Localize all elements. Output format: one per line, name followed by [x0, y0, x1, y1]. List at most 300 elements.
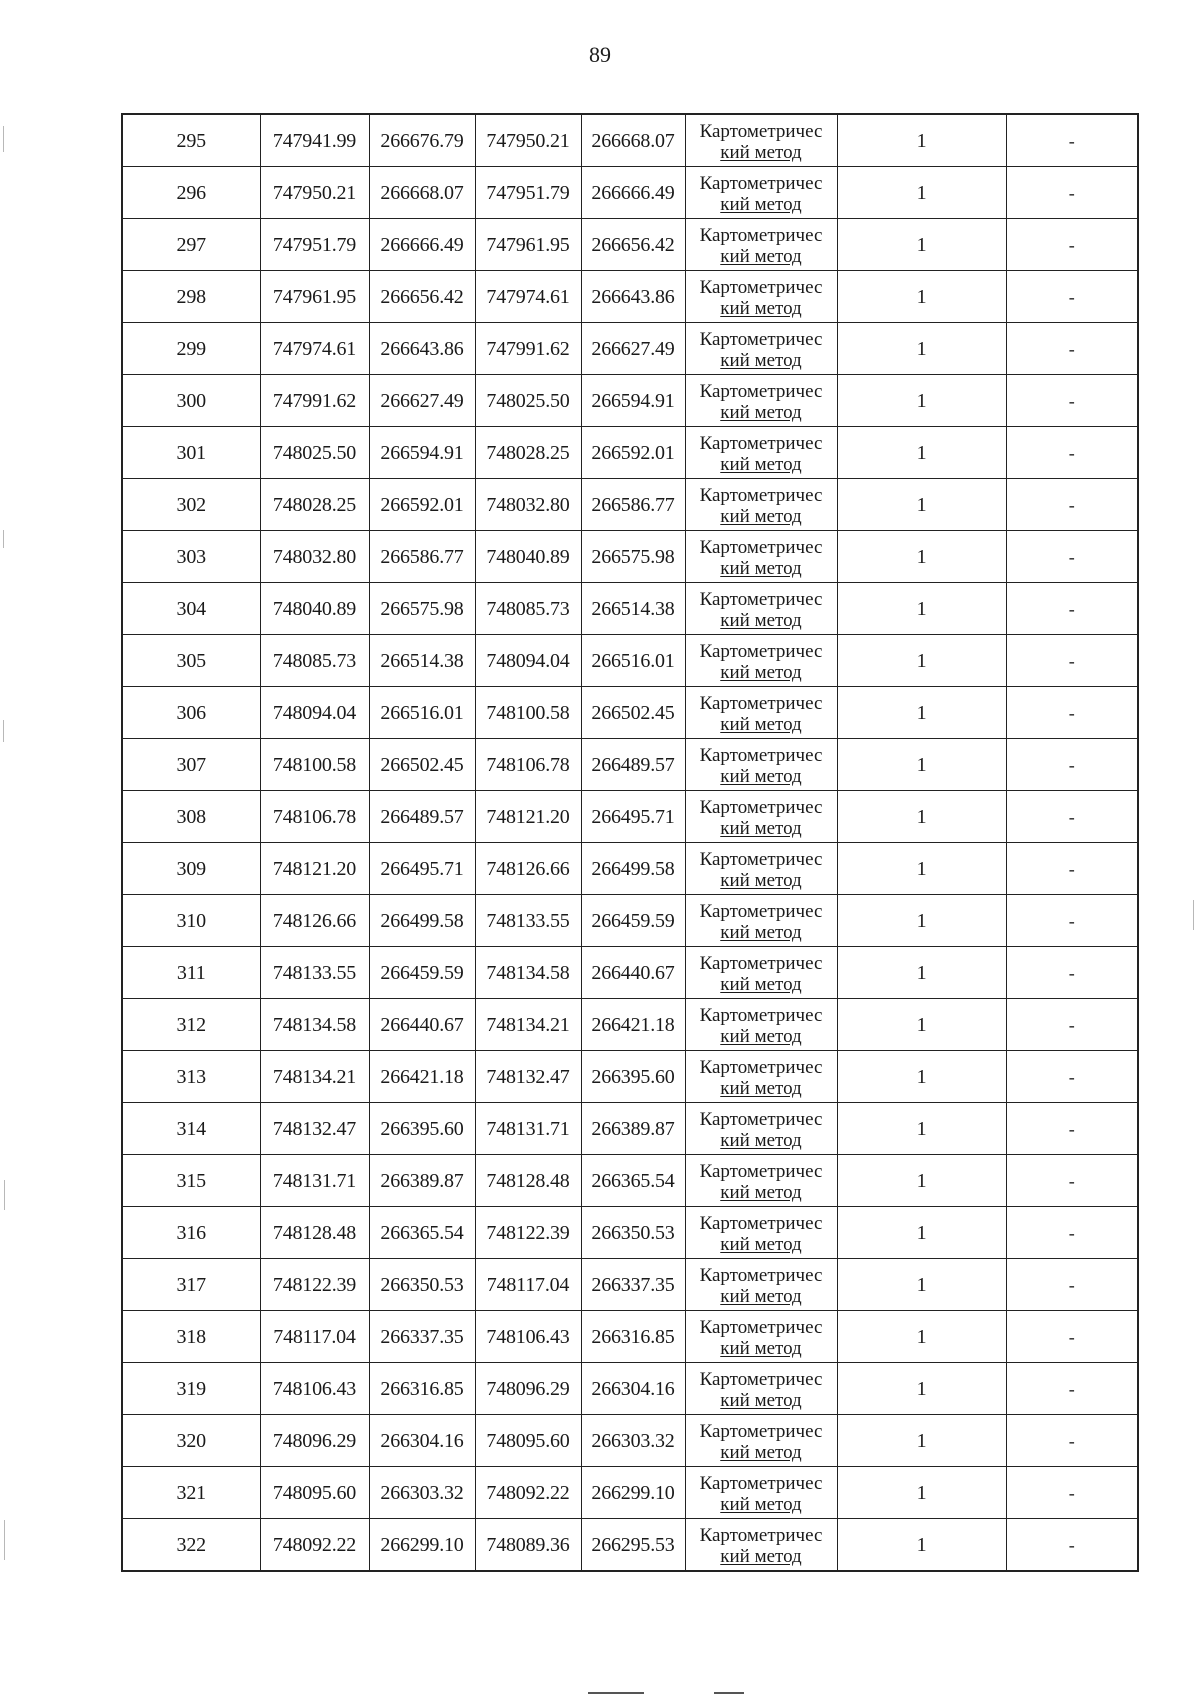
method-line-2: кий метод	[720, 1233, 802, 1255]
method-line-2: кий метод	[720, 1129, 802, 1151]
table-row	[122, 1311, 1138, 1363]
y-end-cell: 266656.42	[581, 219, 685, 271]
method-cell	[685, 271, 837, 323]
accuracy-cell: 1	[837, 895, 1006, 947]
note-cell: -	[1006, 1415, 1138, 1467]
method-cell	[685, 947, 837, 999]
point-number-cell: 305	[122, 635, 260, 687]
x-start-cell: 747951.79	[260, 219, 369, 271]
accuracy-cell: 1	[837, 323, 1006, 375]
point-number-cell: 300	[122, 375, 260, 427]
method-cell	[685, 1207, 837, 1259]
note-cell: -	[1006, 739, 1138, 791]
y-start-cell: 266440.67	[369, 999, 475, 1051]
x-end-cell: 748134.21	[475, 999, 581, 1051]
y-end-cell: 266586.77	[581, 479, 685, 531]
y-end-cell: 266440.67	[581, 947, 685, 999]
y-end-cell: 266337.35	[581, 1259, 685, 1311]
method-line-1: Картометричес	[699, 744, 823, 766]
x-end-cell: 748096.29	[475, 1363, 581, 1415]
y-start-cell: 266575.98	[369, 583, 475, 635]
x-start-cell: 748122.39	[260, 1259, 369, 1311]
method-line-1: Картометричес	[699, 692, 823, 714]
accuracy-cell: 1	[837, 1363, 1006, 1415]
method-line-1: Картометричес	[699, 1368, 823, 1390]
method-line-2: кий метод	[720, 1545, 802, 1567]
x-end-cell: 748100.58	[475, 687, 581, 739]
point-number-cell: 315	[122, 1155, 260, 1207]
table-row	[122, 739, 1138, 791]
x-start-cell: 748131.71	[260, 1155, 369, 1207]
table-row	[122, 947, 1138, 999]
method-line-2: кий метод	[720, 1493, 802, 1515]
accuracy-cell: 1	[837, 479, 1006, 531]
point-number-cell: 309	[122, 843, 260, 895]
y-end-cell: 266459.59	[581, 895, 685, 947]
method-cell	[685, 687, 837, 739]
table-row	[122, 1051, 1138, 1103]
y-end-cell: 266489.57	[581, 739, 685, 791]
method-cell	[685, 167, 837, 219]
method-line-2: кий метод	[720, 1441, 802, 1463]
method-line-1: Картометричес	[699, 900, 823, 922]
note-cell: -	[1006, 635, 1138, 687]
table-row	[122, 1363, 1138, 1415]
point-number-cell: 314	[122, 1103, 260, 1155]
method-line-1: Картометричес	[699, 588, 823, 610]
scan-artifact	[714, 1692, 744, 1694]
accuracy-cell: 1	[837, 1519, 1006, 1572]
note-cell: -	[1006, 791, 1138, 843]
method-cell	[685, 1415, 837, 1467]
x-end-cell: 748106.78	[475, 739, 581, 791]
accuracy-cell: 1	[837, 1311, 1006, 1363]
note-cell: -	[1006, 1519, 1138, 1572]
x-end-cell: 748025.50	[475, 375, 581, 427]
method-cell	[685, 1155, 837, 1207]
point-number-cell: 322	[122, 1519, 260, 1572]
point-number-cell: 318	[122, 1311, 260, 1363]
y-end-cell: 266666.49	[581, 167, 685, 219]
y-end-cell: 266303.32	[581, 1415, 685, 1467]
method-line-2: кий метод	[720, 401, 802, 423]
x-start-cell: 748133.55	[260, 947, 369, 999]
point-number-cell: 308	[122, 791, 260, 843]
method-line-2: кий метод	[720, 661, 802, 683]
x-start-cell: 747961.95	[260, 271, 369, 323]
x-end-cell: 748128.48	[475, 1155, 581, 1207]
y-end-cell: 266389.87	[581, 1103, 685, 1155]
accuracy-cell: 1	[837, 1259, 1006, 1311]
accuracy-cell: 1	[837, 843, 1006, 895]
accuracy-cell: 1	[837, 635, 1006, 687]
method-line-1: Картометричес	[699, 1212, 823, 1234]
x-start-cell: 748096.29	[260, 1415, 369, 1467]
table-row	[122, 271, 1138, 323]
point-number-cell: 320	[122, 1415, 260, 1467]
method-cell	[685, 375, 837, 427]
y-end-cell: 266594.91	[581, 375, 685, 427]
x-start-cell: 748132.47	[260, 1103, 369, 1155]
table-row	[122, 375, 1138, 427]
method-line-2: кий метод	[720, 349, 802, 371]
scan-artifact	[4, 1520, 5, 1560]
point-number-cell: 299	[122, 323, 260, 375]
accuracy-cell: 1	[837, 687, 1006, 739]
method-cell	[685, 427, 837, 479]
table-row	[122, 427, 1138, 479]
y-end-cell: 266499.58	[581, 843, 685, 895]
point-number-cell: 295	[122, 114, 260, 167]
table-body	[122, 114, 1138, 1571]
table-row	[122, 687, 1138, 739]
note-cell: -	[1006, 167, 1138, 219]
point-number-cell: 298	[122, 271, 260, 323]
y-start-cell: 266365.54	[369, 1207, 475, 1259]
x-end-cell: 747961.95	[475, 219, 581, 271]
method-line-2: кий метод	[720, 921, 802, 943]
method-cell	[685, 531, 837, 583]
x-start-cell: 748032.80	[260, 531, 369, 583]
y-end-cell: 266514.38	[581, 583, 685, 635]
method-line-1: Картометричес	[699, 640, 823, 662]
method-cell	[685, 1259, 837, 1311]
table-row	[122, 1155, 1138, 1207]
note-cell: -	[1006, 895, 1138, 947]
accuracy-cell: 1	[837, 167, 1006, 219]
x-start-cell: 748121.20	[260, 843, 369, 895]
note-cell: -	[1006, 1311, 1138, 1363]
x-end-cell: 748131.71	[475, 1103, 581, 1155]
method-cell	[685, 1467, 837, 1519]
scan-artifact	[3, 530, 4, 548]
note-cell: -	[1006, 1207, 1138, 1259]
x-end-cell: 748132.47	[475, 1051, 581, 1103]
method-line-2: кий метод	[720, 609, 802, 631]
y-start-cell: 266304.16	[369, 1415, 475, 1467]
y-end-cell: 266295.53	[581, 1519, 685, 1572]
point-number-cell: 312	[122, 999, 260, 1051]
x-start-cell: 747950.21	[260, 167, 369, 219]
accuracy-cell: 1	[837, 1415, 1006, 1467]
x-start-cell: 748040.89	[260, 583, 369, 635]
y-end-cell: 266643.86	[581, 271, 685, 323]
method-line-1: Картометричес	[699, 120, 823, 142]
accuracy-cell: 1	[837, 1467, 1006, 1519]
y-start-cell: 266592.01	[369, 479, 475, 531]
x-end-cell: 748122.39	[475, 1207, 581, 1259]
point-number-cell: 304	[122, 583, 260, 635]
table-row	[122, 219, 1138, 271]
y-start-cell: 266668.07	[369, 167, 475, 219]
coordinates-table	[121, 113, 1139, 1572]
x-start-cell: 748092.22	[260, 1519, 369, 1572]
x-start-cell: 748106.43	[260, 1363, 369, 1415]
y-end-cell: 266350.53	[581, 1207, 685, 1259]
method-line-2: кий метод	[720, 245, 802, 267]
x-end-cell: 748085.73	[475, 583, 581, 635]
y-end-cell: 266299.10	[581, 1467, 685, 1519]
method-line-1: Картометричес	[699, 796, 823, 818]
x-start-cell: 748100.58	[260, 739, 369, 791]
method-line-1: Картометричес	[699, 1264, 823, 1286]
y-end-cell: 266316.85	[581, 1311, 685, 1363]
note-cell: -	[1006, 1467, 1138, 1519]
y-start-cell: 266514.38	[369, 635, 475, 687]
method-cell	[685, 739, 837, 791]
y-start-cell: 266516.01	[369, 687, 475, 739]
method-line-1: Картометричес	[699, 1524, 823, 1546]
method-cell	[685, 843, 837, 895]
note-cell: -	[1006, 114, 1138, 167]
method-line-2: кий метод	[720, 1025, 802, 1047]
point-number-cell: 321	[122, 1467, 260, 1519]
method-line-1: Картометричес	[699, 536, 823, 558]
accuracy-cell: 1	[837, 375, 1006, 427]
table-row	[122, 1415, 1138, 1467]
note-cell: -	[1006, 583, 1138, 635]
method-line-2: кий метод	[720, 505, 802, 527]
method-line-2: кий метод	[720, 193, 802, 215]
note-cell: -	[1006, 999, 1138, 1051]
note-cell: -	[1006, 1103, 1138, 1155]
method-line-2: кий метод	[720, 1337, 802, 1359]
method-line-1: Картометричес	[699, 952, 823, 974]
point-number-cell: 311	[122, 947, 260, 999]
table-row	[122, 583, 1138, 635]
method-line-1: Картометричес	[699, 848, 823, 870]
method-line-1: Картометричес	[699, 484, 823, 506]
method-line-1: Картометричес	[699, 1472, 823, 1494]
note-cell: -	[1006, 947, 1138, 999]
y-end-cell: 266516.01	[581, 635, 685, 687]
table-row	[122, 1519, 1138, 1572]
method-line-1: Картометричес	[699, 224, 823, 246]
table-row	[122, 895, 1138, 947]
x-start-cell: 747974.61	[260, 323, 369, 375]
accuracy-cell: 1	[837, 531, 1006, 583]
note-cell: -	[1006, 1363, 1138, 1415]
accuracy-cell: 1	[837, 1103, 1006, 1155]
point-number-cell: 303	[122, 531, 260, 583]
y-end-cell: 266365.54	[581, 1155, 685, 1207]
y-end-cell: 266575.98	[581, 531, 685, 583]
method-cell	[685, 583, 837, 635]
x-end-cell: 748089.36	[475, 1519, 581, 1572]
accuracy-cell: 1	[837, 1155, 1006, 1207]
accuracy-cell: 1	[837, 427, 1006, 479]
x-end-cell: 748028.25	[475, 427, 581, 479]
x-start-cell: 748025.50	[260, 427, 369, 479]
note-cell: -	[1006, 271, 1138, 323]
point-number-cell: 317	[122, 1259, 260, 1311]
y-start-cell: 266502.45	[369, 739, 475, 791]
note-cell: -	[1006, 1259, 1138, 1311]
scan-artifact	[4, 1180, 5, 1210]
point-number-cell: 310	[122, 895, 260, 947]
note-cell: -	[1006, 1051, 1138, 1103]
table-row	[122, 114, 1138, 167]
accuracy-cell: 1	[837, 999, 1006, 1051]
x-end-cell: 748106.43	[475, 1311, 581, 1363]
x-end-cell: 748040.89	[475, 531, 581, 583]
accuracy-cell: 1	[837, 791, 1006, 843]
method-cell	[685, 895, 837, 947]
method-cell	[685, 791, 837, 843]
point-number-cell: 319	[122, 1363, 260, 1415]
x-start-cell: 748085.73	[260, 635, 369, 687]
note-cell: -	[1006, 375, 1138, 427]
table-row	[122, 323, 1138, 375]
accuracy-cell: 1	[837, 1051, 1006, 1103]
scan-artifact	[588, 1692, 644, 1694]
x-start-cell: 748094.04	[260, 687, 369, 739]
x-end-cell: 747991.62	[475, 323, 581, 375]
x-start-cell: 748095.60	[260, 1467, 369, 1519]
method-line-2: кий метод	[720, 1285, 802, 1307]
method-cell	[685, 1311, 837, 1363]
x-end-cell: 747974.61	[475, 271, 581, 323]
x-end-cell: 748121.20	[475, 791, 581, 843]
x-end-cell: 748032.80	[475, 479, 581, 531]
table-row	[122, 167, 1138, 219]
point-number-cell: 313	[122, 1051, 260, 1103]
note-cell: -	[1006, 843, 1138, 895]
note-cell: -	[1006, 1155, 1138, 1207]
method-line-1: Картометричес	[699, 1316, 823, 1338]
accuracy-cell: 1	[837, 583, 1006, 635]
y-start-cell: 266666.49	[369, 219, 475, 271]
method-line-2: кий метод	[720, 1181, 802, 1203]
method-cell	[685, 1519, 837, 1572]
note-cell: -	[1006, 479, 1138, 531]
method-cell	[685, 999, 837, 1051]
y-start-cell: 266676.79	[369, 114, 475, 167]
table-row	[122, 1467, 1138, 1519]
table-row	[122, 843, 1138, 895]
y-end-cell: 266495.71	[581, 791, 685, 843]
point-number-cell: 296	[122, 167, 260, 219]
method-cell	[685, 323, 837, 375]
method-cell	[685, 1103, 837, 1155]
method-cell	[685, 1363, 837, 1415]
y-start-cell: 266337.35	[369, 1311, 475, 1363]
scan-artifact	[3, 126, 4, 152]
y-start-cell: 266303.32	[369, 1467, 475, 1519]
x-end-cell: 747951.79	[475, 167, 581, 219]
method-line-1: Картометричес	[699, 1108, 823, 1130]
method-line-1: Картометричес	[699, 1160, 823, 1182]
table-row	[122, 479, 1138, 531]
y-start-cell: 266389.87	[369, 1155, 475, 1207]
point-number-cell: 306	[122, 687, 260, 739]
y-start-cell: 266586.77	[369, 531, 475, 583]
y-end-cell: 266304.16	[581, 1363, 685, 1415]
accuracy-cell: 1	[837, 947, 1006, 999]
accuracy-cell: 1	[837, 271, 1006, 323]
method-line-1: Картометричес	[699, 172, 823, 194]
method-line-2: кий метод	[720, 869, 802, 891]
table-row	[122, 531, 1138, 583]
point-number-cell: 301	[122, 427, 260, 479]
x-start-cell: 748134.58	[260, 999, 369, 1051]
method-line-1: Картометричес	[699, 432, 823, 454]
method-line-2: кий метод	[720, 713, 802, 735]
y-end-cell: 266502.45	[581, 687, 685, 739]
accuracy-cell: 1	[837, 739, 1006, 791]
y-start-cell: 266350.53	[369, 1259, 475, 1311]
method-line-1: Картометричес	[699, 1056, 823, 1078]
method-cell	[685, 479, 837, 531]
point-number-cell: 316	[122, 1207, 260, 1259]
y-start-cell: 266643.86	[369, 323, 475, 375]
table-row	[122, 635, 1138, 687]
method-line-2: кий метод	[720, 297, 802, 319]
y-start-cell: 266421.18	[369, 1051, 475, 1103]
y-start-cell: 266459.59	[369, 947, 475, 999]
method-cell	[685, 114, 837, 167]
method-cell	[685, 219, 837, 271]
x-end-cell: 747950.21	[475, 114, 581, 167]
scan-artifact	[1193, 900, 1194, 930]
method-line-1: Картометричес	[699, 1004, 823, 1026]
y-start-cell: 266627.49	[369, 375, 475, 427]
method-line-2: кий метод	[720, 141, 802, 163]
x-start-cell: 748106.78	[260, 791, 369, 843]
x-start-cell: 748126.66	[260, 895, 369, 947]
table-row	[122, 1103, 1138, 1155]
y-start-cell: 266395.60	[369, 1103, 475, 1155]
accuracy-cell: 1	[837, 114, 1006, 167]
note-cell: -	[1006, 323, 1138, 375]
method-line-1: Картометричес	[699, 328, 823, 350]
method-line-2: кий метод	[720, 817, 802, 839]
method-cell	[685, 635, 837, 687]
method-line-2: кий метод	[720, 453, 802, 475]
y-start-cell: 266299.10	[369, 1519, 475, 1572]
y-start-cell: 266316.85	[369, 1363, 475, 1415]
y-end-cell: 266395.60	[581, 1051, 685, 1103]
point-number-cell: 307	[122, 739, 260, 791]
method-line-1: Картометричес	[699, 276, 823, 298]
method-cell	[685, 1051, 837, 1103]
x-start-cell: 747941.99	[260, 114, 369, 167]
method-line-1: Картометричес	[699, 1420, 823, 1442]
x-start-cell: 748134.21	[260, 1051, 369, 1103]
y-end-cell: 266592.01	[581, 427, 685, 479]
note-cell: -	[1006, 531, 1138, 583]
table-row	[122, 1207, 1138, 1259]
x-end-cell: 748092.22	[475, 1467, 581, 1519]
method-line-2: кий метод	[720, 1389, 802, 1411]
method-line-1: Картометричес	[699, 380, 823, 402]
point-number-cell: 297	[122, 219, 260, 271]
x-end-cell: 748117.04	[475, 1259, 581, 1311]
method-line-2: кий метод	[720, 1077, 802, 1099]
method-line-2: кий метод	[720, 557, 802, 579]
note-cell: -	[1006, 219, 1138, 271]
x-start-cell: 748028.25	[260, 479, 369, 531]
accuracy-cell: 1	[837, 219, 1006, 271]
note-cell: -	[1006, 427, 1138, 479]
y-start-cell: 266499.58	[369, 895, 475, 947]
x-end-cell: 748133.55	[475, 895, 581, 947]
page-number: 89	[589, 42, 611, 67]
point-number-cell: 302	[122, 479, 260, 531]
table-row	[122, 791, 1138, 843]
y-start-cell: 266489.57	[369, 791, 475, 843]
x-end-cell: 748126.66	[475, 843, 581, 895]
